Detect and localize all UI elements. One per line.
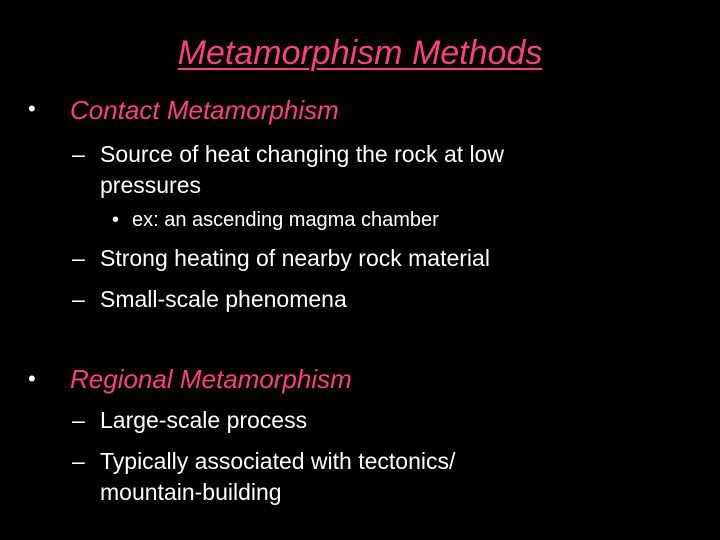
sub-list-item-text: ex: an ascending magma chamber bbox=[132, 209, 439, 231]
slide-title: Metamorphism Methods bbox=[177, 34, 543, 72]
dash-icon: – bbox=[72, 448, 85, 474]
list-item-text: Large-scale process bbox=[100, 407, 308, 433]
list-item-text: Strong heating of nearby rock material bbox=[100, 245, 490, 271]
dash-icon: – bbox=[72, 407, 85, 433]
list-item-text-continued: mountain-building bbox=[100, 479, 282, 505]
dash-icon: – bbox=[72, 141, 85, 167]
section-heading-contact: Contact Metamorphism bbox=[70, 95, 339, 125]
dash-icon: – bbox=[72, 286, 85, 312]
dash-icon: – bbox=[72, 245, 85, 271]
list-item-text: Small-scale phenomena bbox=[100, 286, 347, 312]
list-item-text: Source of heat changing the rock at low bbox=[100, 141, 505, 167]
bullet-icon: • bbox=[112, 209, 120, 231]
bullet-icon: • bbox=[28, 366, 36, 391]
section-heading-regional: Regional Metamorphism bbox=[70, 364, 352, 394]
bullet-icon: • bbox=[28, 96, 36, 121]
list-item-text-continued: pressures bbox=[100, 172, 201, 198]
list-item-text: Typically associated with tectonics/ bbox=[100, 448, 456, 474]
